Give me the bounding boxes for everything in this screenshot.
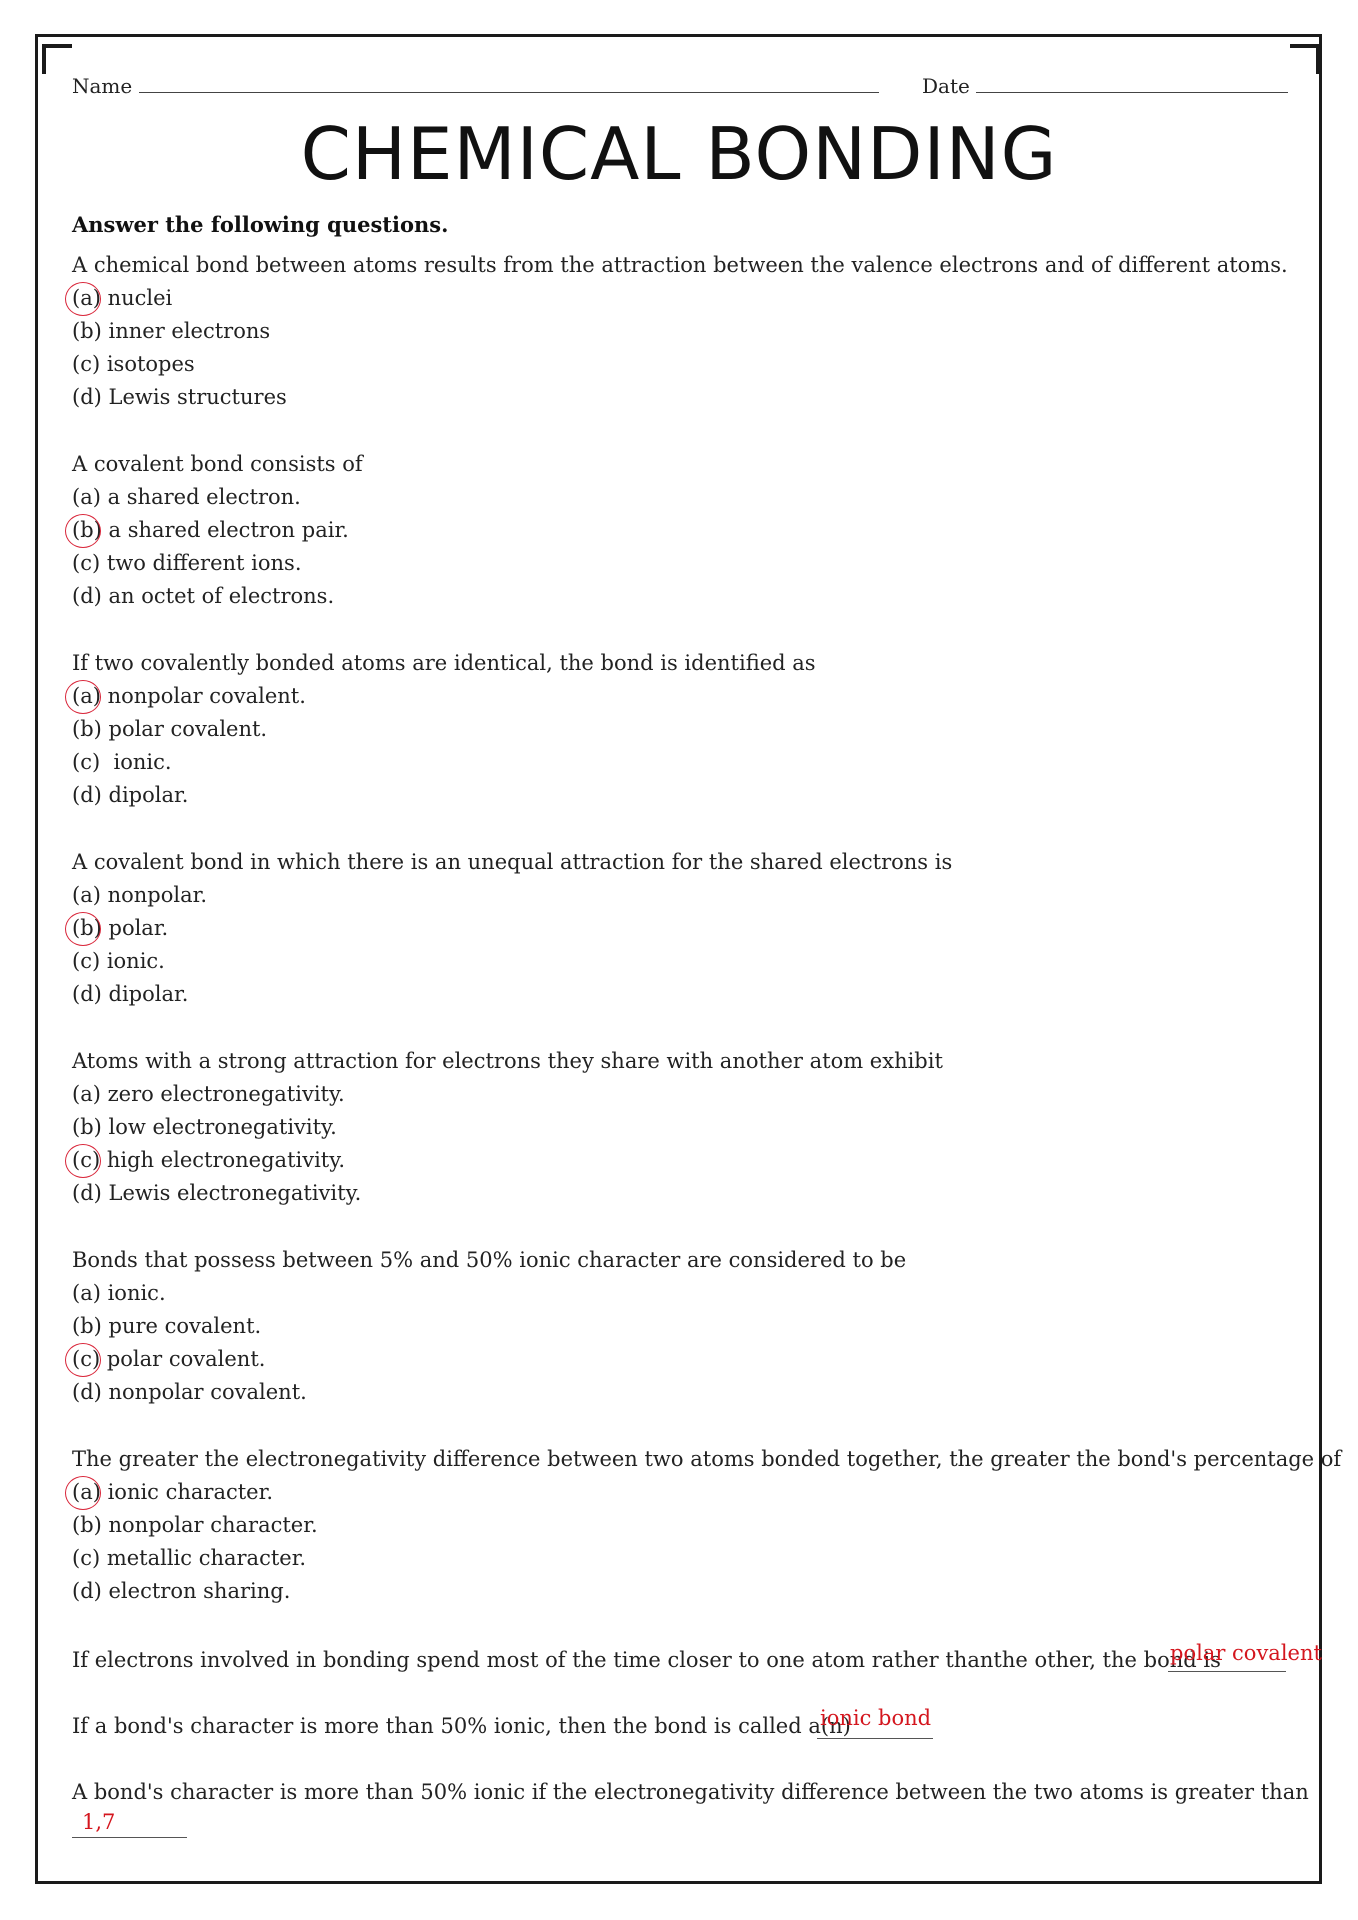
name-line[interactable] [139,91,879,93]
option-b[interactable]: (b) a shared electron pair. [72,514,1322,547]
question-text: Atoms with a strong attraction for electrons they share with another atom exhibit [72,1049,943,1073]
handwritten-answer-1: polar covalent [1170,1641,1322,1665]
option-b[interactable]: (b) nonpolar character. [72,1513,318,1537]
answer-circle [65,282,101,316]
question-6 [72,1244,1322,1409]
date-label: Date [922,74,970,98]
option-a[interactable]: (a) zero electronegativity. [72,1082,345,1106]
option-b[interactable]: (b) polar covalent. [72,717,268,741]
question-4 [72,846,1322,1011]
handwritten-answer-3: 1,7 [82,1810,116,1834]
option-c[interactable]: (c) ionic. [72,949,165,973]
fill-in-question-3: A bond's character is more than 50% ionic if the electronegativity difference between the two atoms is greater than [72,1780,1309,1804]
option-c[interactable]: (c) metallic character. [72,1546,307,1570]
date-line[interactable] [976,91,1288,93]
option-a[interactable]: (a) nuclei [72,282,1322,315]
answer-circle [65,1476,101,1510]
question-text: A chemical bond between atoms results from the attraction between the valence electrons and of different atoms. [72,253,1288,277]
option-d[interactable]: (d) an octet of electrons. [72,584,335,608]
fill-in-question-2: If a bond's character is more than 50% ionic, then the bond is called a(n) [72,1714,851,1738]
option-c[interactable]: (c) ionic. [72,750,172,774]
option-d[interactable]: (d) nonpolar covalent. [72,1380,307,1404]
fill-in-blank-1[interactable] [1168,1671,1286,1672]
option-b[interactable]: (b) pure covalent. [72,1314,262,1338]
instructions: Answer the following questions. [72,212,449,237]
option-b[interactable]: (b) inner electrons [72,319,271,343]
answer-circle [65,1343,101,1377]
question-text: A covalent bond in which there is an unequal attraction for the shared electrons is [72,850,953,874]
handwritten-answer-2: ionic bond [820,1706,932,1730]
question-text: A covalent bond consists of [72,452,363,476]
name-field[interactable] [72,74,879,98]
question-5 [72,1045,1322,1210]
option-d[interactable]: (d) dipolar. [72,783,189,807]
answer-circle [65,1144,101,1178]
question-text: The greater the electronegativity difference between two atoms bonded together, the greater the bond's percentage of [72,1447,1342,1471]
page-title: CHEMICAL BONDING [300,112,1058,196]
answer-circle [65,680,101,714]
option-c[interactable]: (c) polar covalent. [72,1343,1322,1376]
option-a[interactable]: (a) ionic. [72,1281,166,1305]
option-d[interactable]: (d) Lewis structures [72,385,287,409]
option-d[interactable]: (d) dipolar. [72,982,189,1006]
option-a[interactable]: (a) a shared electron. [72,485,301,509]
question-text: Bonds that possess between 5% and 50% ionic character are considered to be [72,1248,907,1272]
question-2 [72,448,1322,613]
question-text: If two covalently bonded atoms are identical, the bond is identified as [72,651,816,675]
fill-in-blank-2[interactable] [817,1738,933,1739]
corner-bracket-top-right [1290,44,1320,74]
question-3 [72,647,1322,812]
question-7 [72,1443,1342,1608]
answer-circle [65,912,101,946]
name-label: Name [72,74,133,98]
option-c[interactable]: (c) high electronegativity. [72,1144,1322,1177]
fill-in-blank-3[interactable] [72,1837,187,1838]
option-a[interactable]: (a) nonpolar covalent. [72,680,1322,713]
option-d[interactable]: (d) Lewis electronegativity. [72,1181,362,1205]
corner-bracket-top-left [42,44,72,74]
option-a[interactable]: (a) ionic character. [72,1476,1322,1509]
answer-circle [65,514,101,548]
option-a[interactable]: (a) nonpolar. [72,883,208,907]
fill-in-question-1: If electrons involved in bonding spend most of the time closer to one atom rather thanthe other, the bond is [72,1648,1221,1672]
option-d[interactable]: (d) electron sharing. [72,1579,291,1603]
option-b[interactable]: (b) polar. [72,912,1322,945]
option-c[interactable]: (c) isotopes [72,352,195,376]
option-c[interactable]: (c) two different ions. [72,551,302,575]
option-b[interactable]: (b) low electronegativity. [72,1115,337,1139]
date-field[interactable] [922,74,1288,98]
question-1 [72,249,1322,414]
